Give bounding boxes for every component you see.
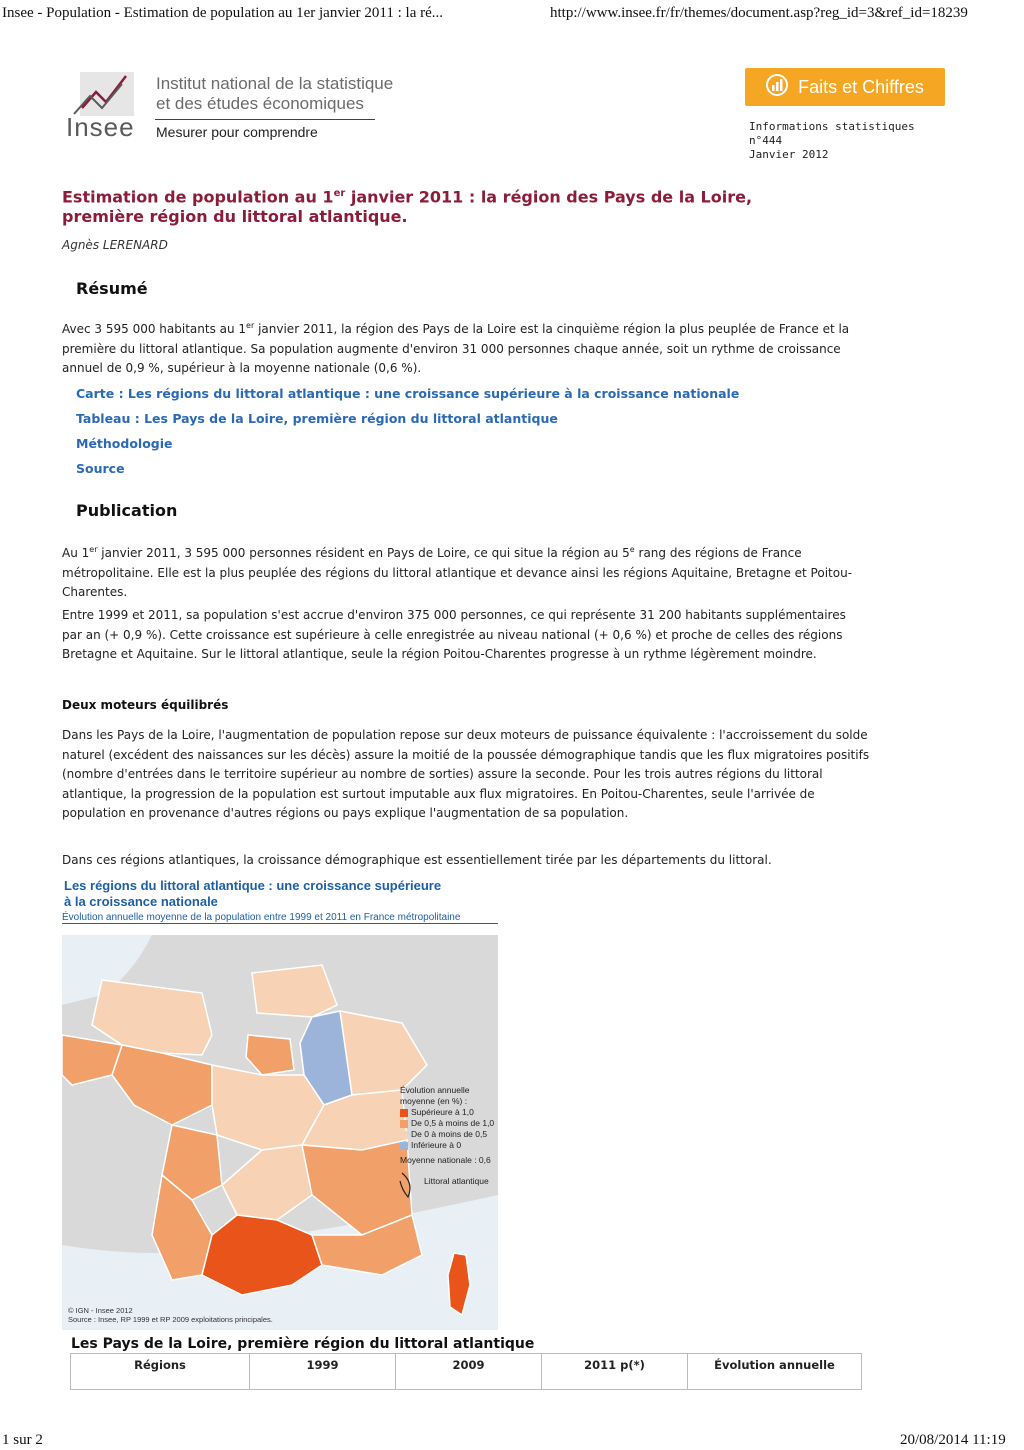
population-table	[70, 1353, 862, 1390]
page-title-header: Insee - Population - Estimation de population au 1er janvier 2011 : la ré...	[2, 5, 443, 21]
publication-paragraph-2: Entre 1999 et 2011, sa population s'est accrue d'environ 375 000 personnes, ce qui représente 31 200 habitants supplémentaires par an (+ 0,9 %). Cette croissance est supérieure à celle enregistrée au niveau national (+ 0,6 %) et proche de celles des régions Bretagne et Aquitaine. Sur le littoral atlantique, seule la région Poitou-Charentes progresse à un rythme légèrement moindre.	[62, 608, 846, 661]
resume-heading: Résumé	[76, 279, 148, 298]
resume-paragraph: Avec 3 595 000 habitants au 1er janvier 2011, la région des Pays de la Loire est la cinquième région la plus peuplée de France et la première du littoral atlantique. Sa population augmente d'environ 31 000 personnes chaque année, soit un rythme de croissance annuel de 0,9 %, supérieur à la moyenne nationale (0,6 %).	[62, 321, 850, 375]
col-evolution: Évolution annuelle	[688, 1354, 862, 1390]
insee-logo[interactable]	[66, 68, 146, 142]
page-number: 1 sur 2	[2, 1432, 43, 1448]
col-2009: 2009	[396, 1354, 542, 1390]
institute-line2: et des études économiques	[156, 94, 364, 113]
publication-paragraph-1: Au 1er janvier 2011, 3 595 000 personnes résident en Pays de Loire, ce qui situe la région au 5e rang des régions de France métropolitaine. Elle est la plus peuplée des régions du littoral atlantique et devance ainsi les régions Aquitaine, Bretagne et Poitou-Charentes.	[62, 545, 853, 599]
chart-icon	[766, 74, 788, 101]
article-author: Agnès LERENARD	[62, 238, 168, 252]
link-carte[interactable]: Carte : Les régions du littoral atlantique : une croissance supérieure à la croissance nationale	[76, 386, 740, 401]
table-header-row	[71, 1354, 862, 1390]
info-date: Janvier 2012	[749, 148, 829, 161]
publication-paragraph-4: Dans ces régions atlantiques, la croissance démographique est essentiellement tirée par les départements du littoral.	[62, 853, 772, 867]
map-figure	[62, 878, 500, 1333]
info-number: n°444	[749, 134, 783, 147]
map-credits: © IGN - Insee 2012 Source : Insee, RP 1999 et RP 2009 exploitations principales.	[68, 1306, 273, 1324]
insee-brand: Insee	[66, 112, 135, 142]
region-nord	[252, 965, 337, 1017]
link-tableau[interactable]: Tableau : Les Pays de la Loire, première région du littoral atlantique	[76, 411, 558, 426]
publication-info	[749, 120, 915, 162]
info-line1: Informations statistiques	[749, 120, 915, 133]
logo-tagline: Mesurer pour comprendre	[156, 124, 318, 140]
map-subtitle: Évolution annuelle moyenne de la population entre 1999 et 2011 en France métropolitaine	[62, 912, 498, 924]
institute-line1: Institut national de la statistique	[156, 74, 394, 93]
faits-button-label: Faits et Chiffres	[798, 76, 924, 97]
faits-et-chiffres-button[interactable]	[745, 68, 945, 106]
link-methodologie[interactable]: Méthodologie	[76, 436, 173, 451]
col-regions: Régions	[71, 1354, 250, 1390]
article-title: Estimation de population au 1er janvier 2011 : la région des Pays de la Loire, première région du littoral atlantique.	[62, 187, 753, 227]
link-source[interactable]: Source	[76, 461, 125, 476]
print-datetime: 20/08/2014 11:19	[900, 1432, 1006, 1448]
map-legend: Évolution annuelle moyenne (en %) : Supérieure à 1,0 De 0,5 à moins de 1,0 De 0 à moins de 0,5 Inférieure à 0 Moyenne nationale : 0,6 Littoral atlantique	[400, 1085, 495, 1186]
logo-divider	[155, 119, 375, 120]
publication-heading: Publication	[76, 501, 178, 520]
map-title: Les régions du littoral atlantique : une croissance supérieure à la croissance nationale	[64, 878, 442, 909]
publication-paragraph-3: Dans les Pays de la Loire, l'augmentation de population repose sur deux moteurs de puissance équivalente : l'accroissement du solde naturel (excédent des naissances sur les décès) assure la moitié de la poussée démographique tandis que les flux migratoires positifs (nombre d'entrées dans le territoire supérieur au nombre de sorties) assure la seconde. Pour les trois autres régions du littoral atlantique, la progression de la population est surtout imputable aux flux migratoires. En Poitou-Charentes, seule l'arrivée de population en provenance d'autres régions ou pays explique l'augmentation de sa population.	[62, 728, 870, 820]
subheading-deux-moteurs: Deux moteurs équilibrés	[62, 698, 229, 712]
page-url[interactable]: http://www.insee.fr/fr/themes/document.asp?reg_id=3&ref_id=18239	[550, 5, 968, 21]
col-2011: 2011 p(*)	[542, 1354, 688, 1390]
col-1999: 1999	[250, 1354, 396, 1390]
table-title: Les Pays de la Loire, première région du littoral atlantique	[71, 1336, 535, 1352]
